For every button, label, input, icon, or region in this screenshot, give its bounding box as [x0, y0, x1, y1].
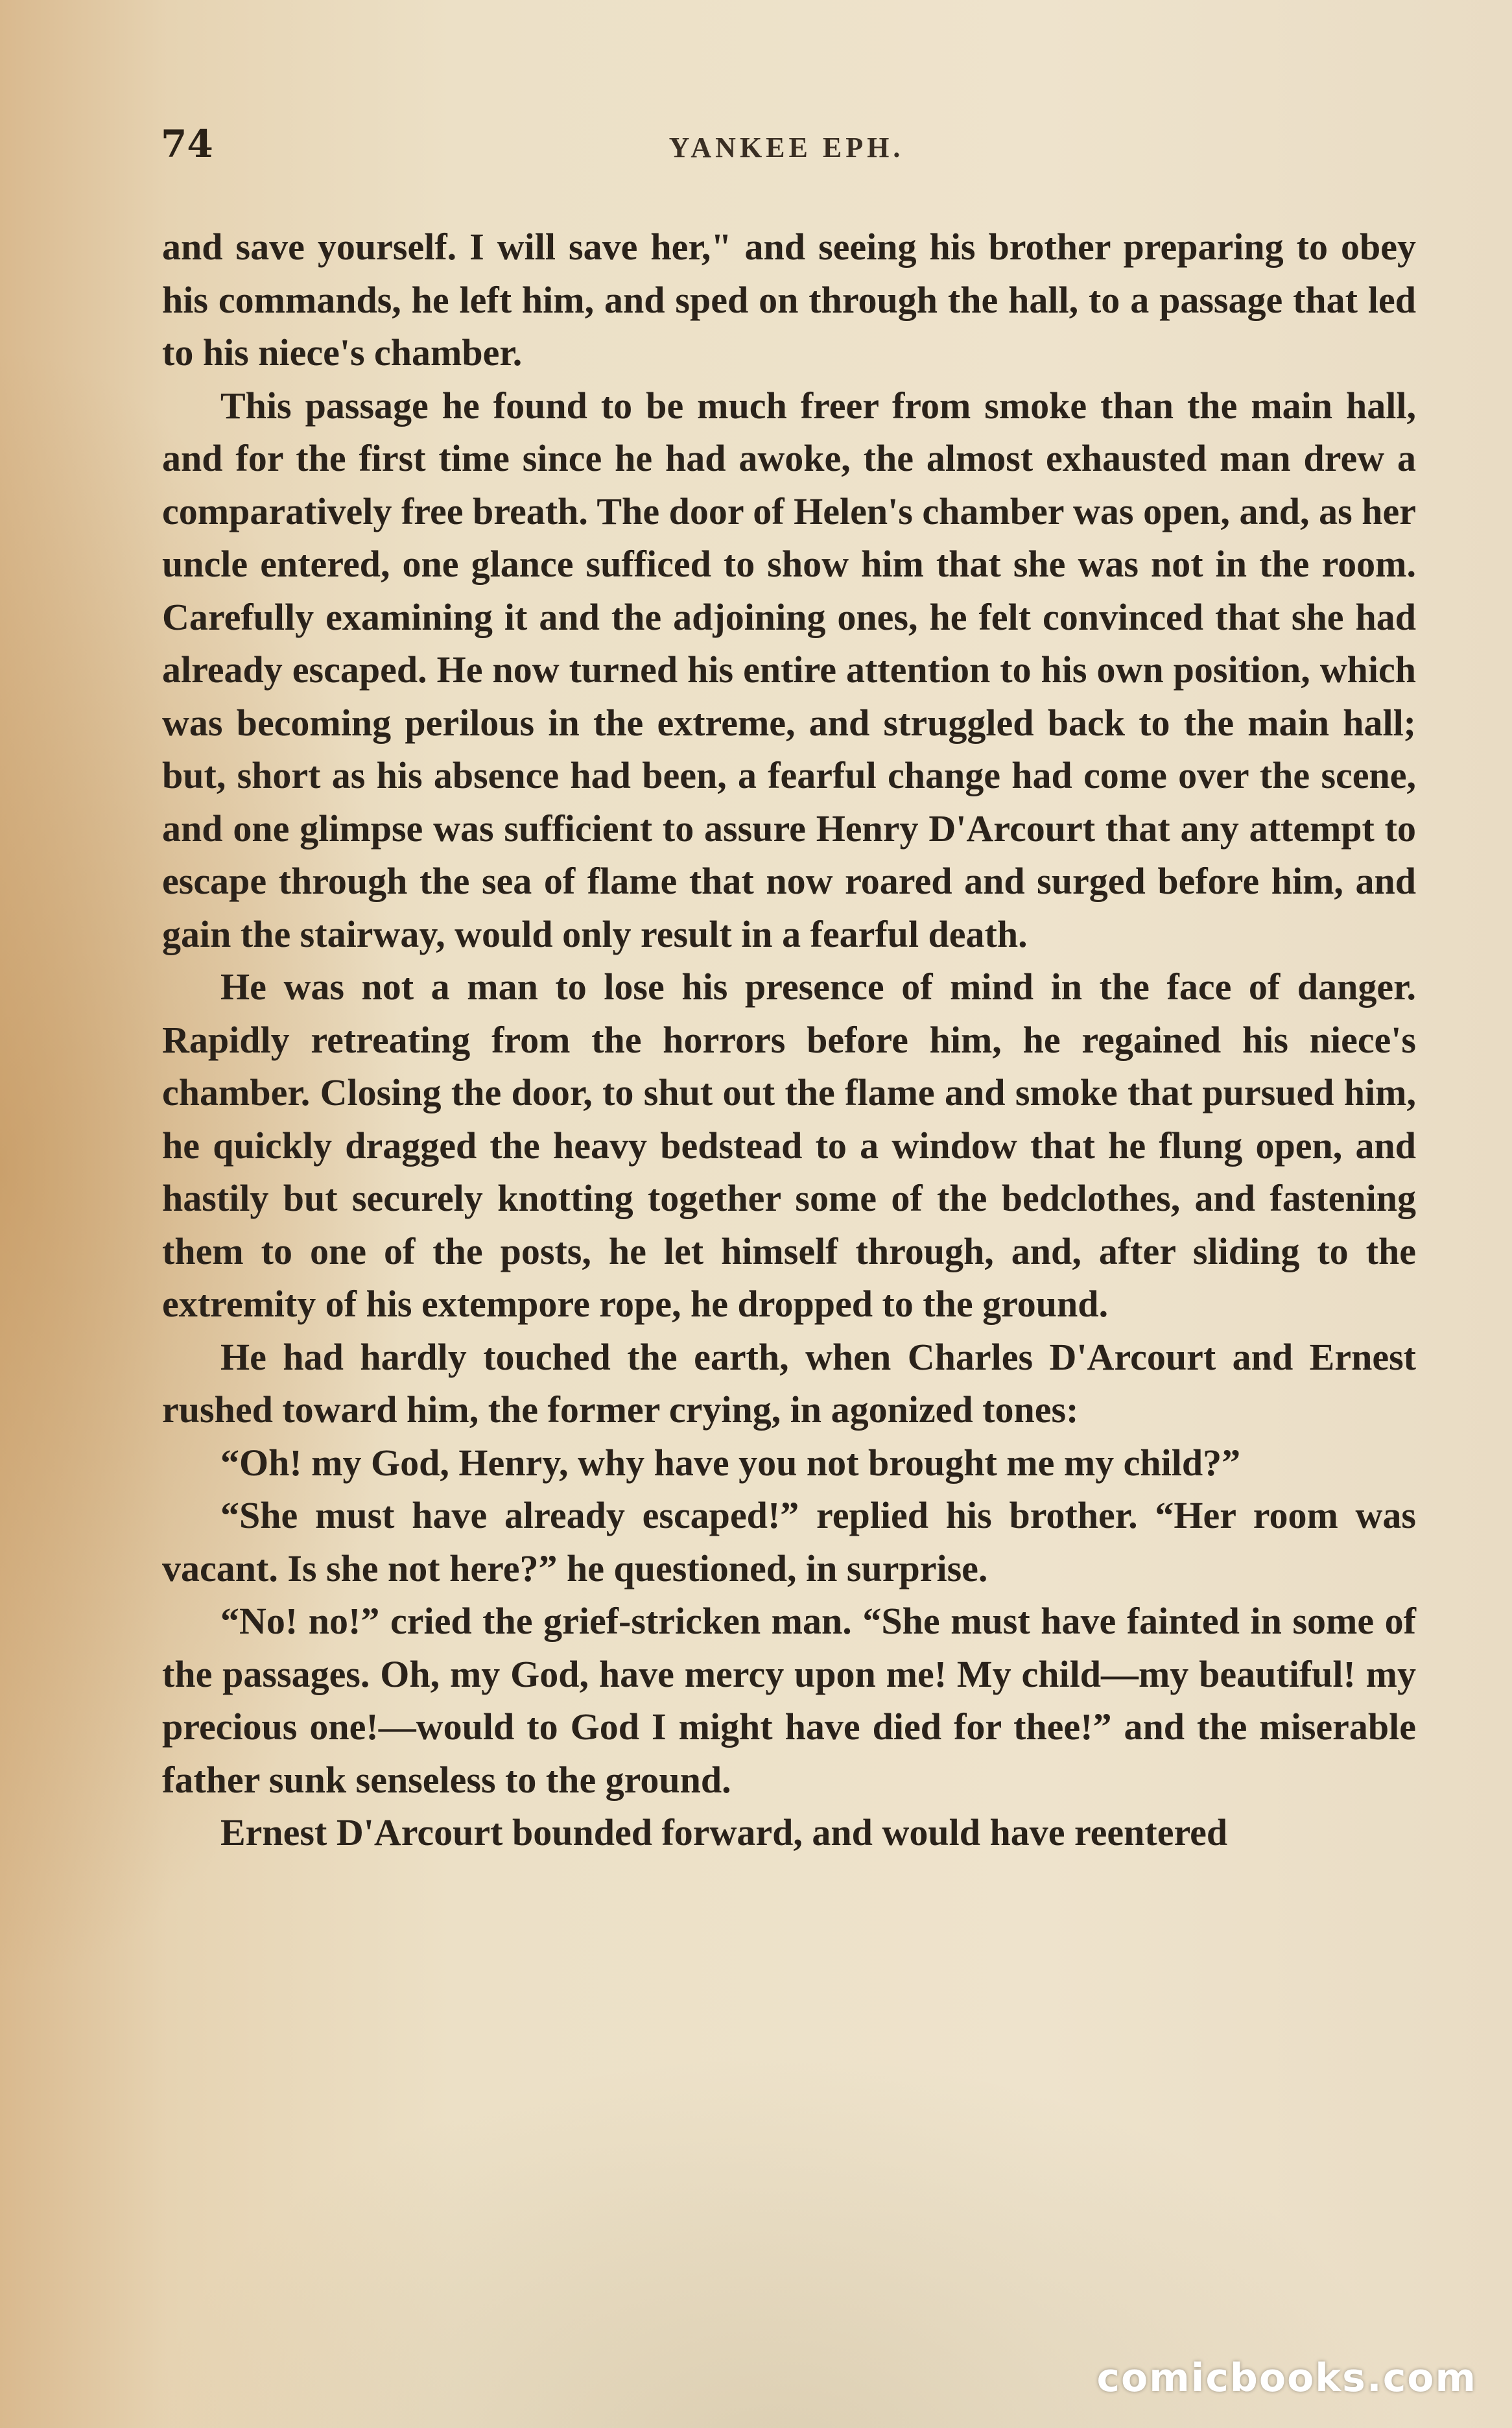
running-title: YANKEE EPH. — [668, 132, 904, 163]
paragraph: “No! no!” cried the grief-stricken man. “She must have fainted in some of the passages. Oh, my God, have mercy upon me! My child—my beautiful! my precious one!—would to God I might have died for thee!” and the miserable father sunk senseless to the ground. — [162, 1600, 1416, 1801]
paragraph: and save yourself. I will save her," and seeing his brother preparing to obey his commands, he left him, and sped on through the hall, to a passage that led to his niece's chamber. — [162, 226, 1416, 374]
paragraph: This passage he found to be much freer from smoke than the main hall, and for the first time since he had awoke, the almost exhausted man drew a comparatively free breath. The door of Helen's chamber was open, and, as her uncle entered, one glance sufficed to show him that she was not in the room. Carefully examining it and the adjoining ones, he felt convinced that she had already escaped. He now turned his entire attention to his own position, which was becoming perilous in the extreme, and struggled back to the main hall; but, short as his absence had been, a fearful change had come over the scene, and one glimpse was sufficient to assure Henry D'Arcourt that any attempt to escape through the sea of flame that now roared and surged before him, and gain the stairway, would only result in a fearful death. — [162, 384, 1416, 955]
paragraph: Ernest D'Arcourt bounded forward, and would have reentered — [220, 1811, 1228, 1853]
running-head — [161, 122, 1412, 174]
paragraph: “She must have already escaped!” replied his brother. “Her room was vacant. Is she not here?” he questioned, in surprise. — [162, 1494, 1416, 1589]
paragraph: He had hardly touched the earth, when Charles D'Arcourt and Ernest rushed toward him, the former crying, in agonized tones: — [162, 1335, 1416, 1431]
page-number: 74 — [161, 122, 213, 166]
watermark: comicbooks.com — [1096, 2355, 1477, 2401]
paragraph: He was not a man to lose his presence of mind in the face of danger. Rapidly retreating from the horrors before him, he regained his niece's chamber. Closing the door, to shut out the flame and smoke that pursued him, he quickly dragged the heavy bedstead to a window that he flung open, and hastily but securely knotting together some of the bedclothes, and fastening them to one of the posts, he let himself through, and, after sliding to the extremity of his extempore rope, he dropped to the ground. — [162, 966, 1416, 1325]
paragraph: “Oh! my God, Henry, why have you not brought me my child?” — [220, 1441, 1241, 1484]
body-text — [162, 220, 1416, 1859]
